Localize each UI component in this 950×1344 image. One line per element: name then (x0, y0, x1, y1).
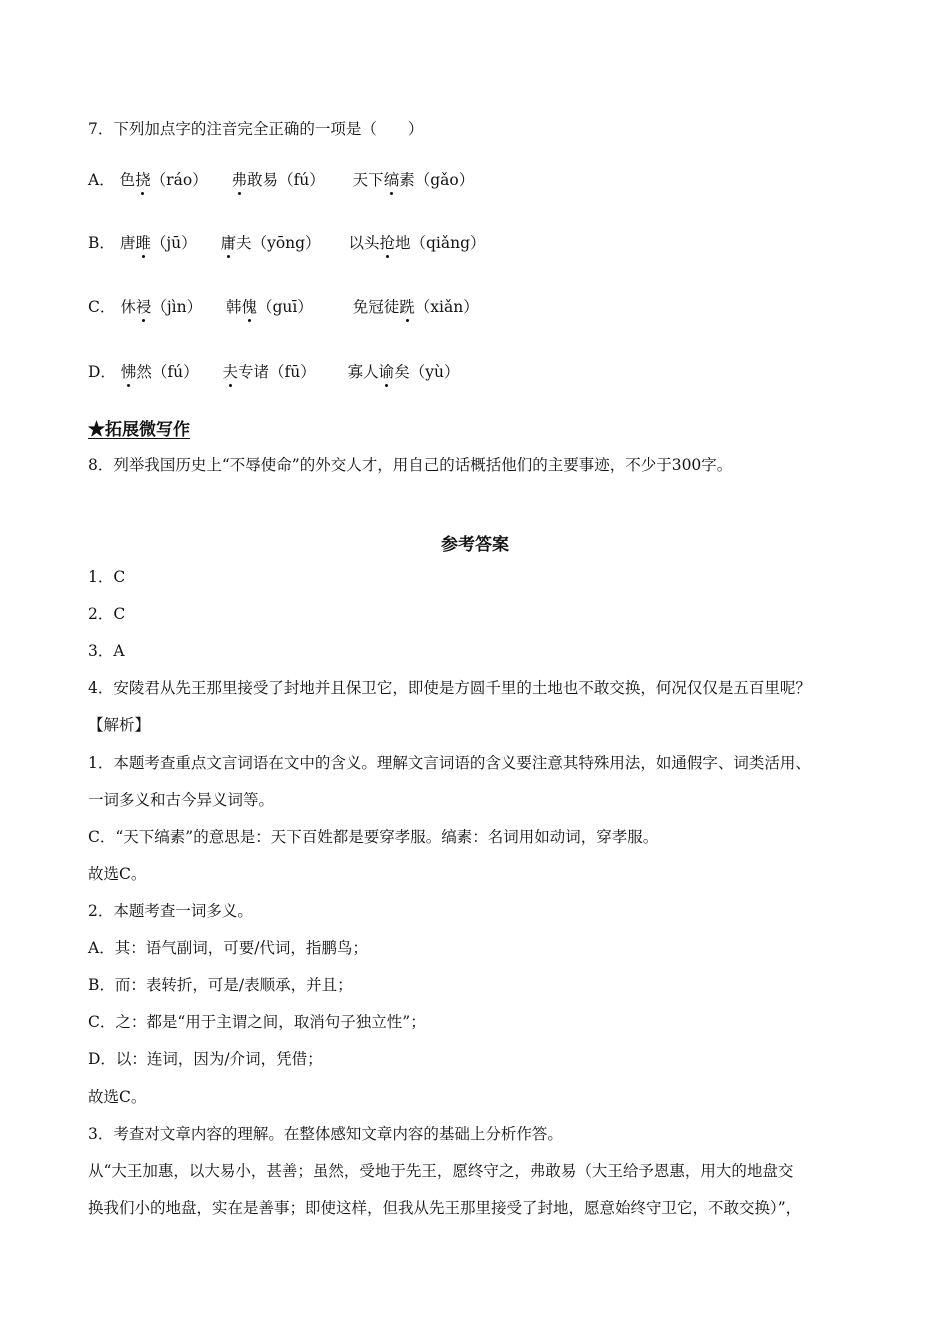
dotted-char: 庸 (220, 234, 237, 252)
answer-line: 1．本题考查重点文言词语在文中的含义。理解文言词语的含义要注意其特殊用法，如通假字、词类活用、 (88, 754, 811, 772)
option-item: 韩傀（guī） (225, 298, 313, 316)
answer-line: 3．考查对文章内容的理解。在整体感知文章内容的基础上分析作答。 (88, 1125, 563, 1143)
answer-line: D．以：连词，因为/介词，凭借； (88, 1050, 323, 1068)
option-label: B． (88, 234, 115, 252)
dotted-char: 挠 (135, 171, 151, 189)
answer-line: 2．本题考查一词多义。 (88, 902, 253, 920)
analysis-heading: 【解析】 (88, 716, 151, 734)
dotted-char: 祲 (135, 298, 152, 316)
dotted-char: 夫 (222, 363, 239, 381)
option-b (88, 233, 890, 253)
option-item: 休祲（jìn） (120, 298, 203, 316)
option-item: 弗敢易（fú） (231, 171, 325, 189)
option-label: D． (88, 363, 116, 381)
answer-line: 从“大王加惠，以大易小，甚善；虽然，受地于先王，愿终守之，弗敢易（大王给予恩惠，用大的地盘交 (88, 1162, 794, 1180)
answer-line: 1．C (88, 568, 126, 586)
option-item: 庸夫（yōng） (220, 234, 321, 252)
answer-line: 3．A (88, 642, 125, 660)
dotted-char: 缟 (383, 171, 400, 189)
option-item: 以头抢地（qiǎng） (348, 234, 486, 252)
option-c (88, 297, 890, 317)
answer-line: C．“天下缟素”的意思是：天下百姓都是要穿孝服。缟素：名词用如动词，穿孝服。 (88, 828, 659, 846)
answer-line: 一词多义和古今异义词等。 (88, 791, 275, 809)
dotted-char: 雎 (135, 234, 151, 252)
option-item: 寡人谕矣（yù） (347, 363, 460, 381)
question-8: 8．列举我国历史上“不辱使命”的外交人才，用自己的话概括他们的主要事迹，不少于300字。 (88, 456, 733, 474)
answer-line: C．之：都是“用于主谓之间，取消句子独立性”； (88, 1013, 426, 1031)
dotted-char: 抢 (379, 234, 395, 252)
option-d (88, 362, 890, 382)
option-item: 怫然（fú） (120, 363, 199, 381)
answer-line: B．而：表转折，可是/表顺承，并且； (88, 976, 353, 994)
answer-line: A．其：语气副词，可要/代词，指鹏鸟； (88, 939, 368, 957)
answer-line: 故选C。 (88, 865, 147, 883)
answer-line: 换我们小的地盘，实在是善事；即使这样，但我从先王那里接受了封地，愿意始终守卫它，不敢交换）”， (88, 1199, 802, 1217)
dotted-char: 怫 (120, 363, 137, 381)
dotted-char: 谕 (378, 363, 395, 381)
dotted-char: 跣 (399, 298, 415, 316)
option-item: 天下缟素（gǎo） (352, 171, 475, 189)
option-label: A． (88, 171, 115, 189)
answer-line: 故选C。 (88, 1088, 147, 1106)
option-label: C． (88, 298, 116, 316)
option-item: 免冠徒跣（xiǎn） (352, 298, 479, 316)
dotted-char: 傀 (241, 298, 257, 316)
option-item: 色挠（ráo） (119, 171, 208, 189)
option-item: 唐雎（jū） (119, 234, 197, 252)
answers-title: 参考答案 (441, 535, 509, 555)
dotted-char: 弗 (231, 171, 248, 189)
option-item: 夫专诸（fū） (222, 363, 316, 381)
answer-line: 2．C (88, 605, 126, 623)
section-title-extend: ★拓展微写作 (88, 420, 190, 440)
option-a (88, 170, 890, 190)
question-7-stem: 7．下列加点字的注音完全正确的一项是（ ） (88, 120, 424, 138)
answer-line: 4．安陵君从先王那里接受了封地并且保卫它，即使是方圆千里的土地也不敢交换，何况仅仅是五百里呢？ (88, 679, 811, 697)
